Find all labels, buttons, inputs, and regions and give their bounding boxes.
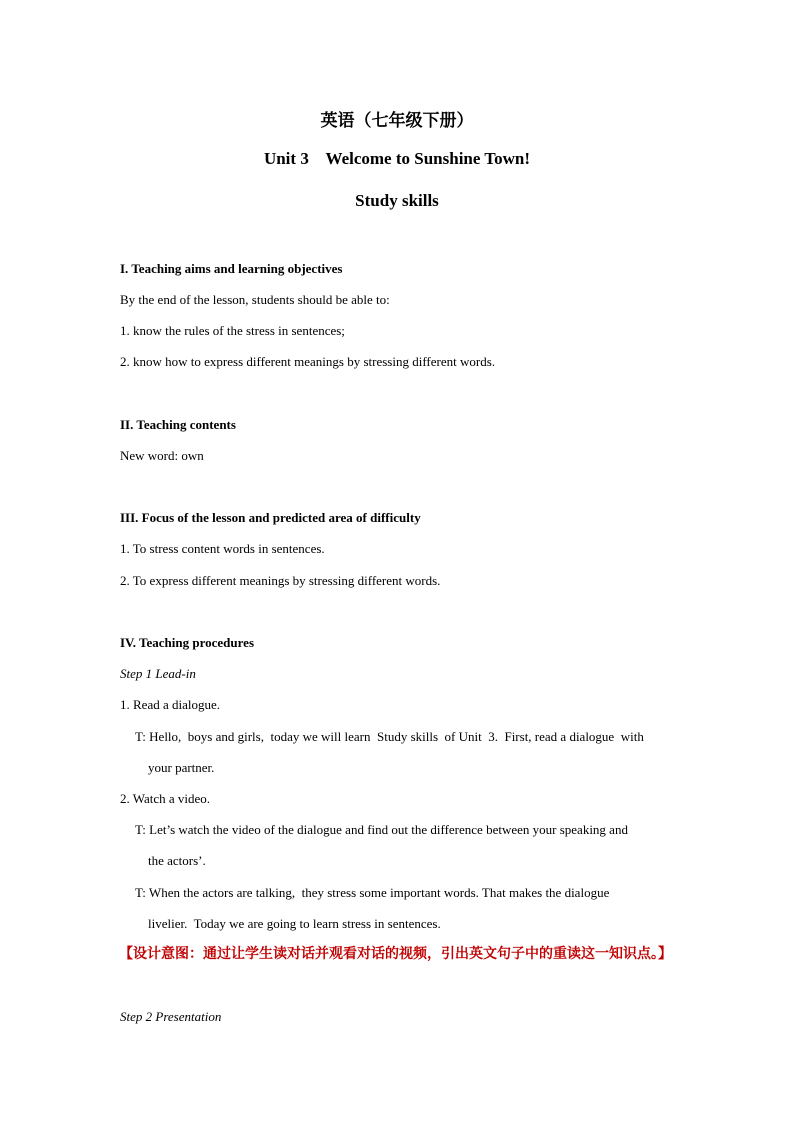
contents-text: New word: own (120, 448, 204, 463)
heading-contents: II. Teaching contents (120, 417, 236, 432)
teacher-line-3a: T: When the actors are talking, they stress some important words. That makes the dialogue (135, 885, 610, 900)
procedure-item-1: 1. Read a dialogue. (120, 697, 220, 712)
teacher-line-2b: the actors’. (148, 853, 206, 868)
step-2-title: Step 2 Presentation (120, 1009, 222, 1024)
subject-title: 英语（七年级下册） (320, 111, 474, 130)
step-1-title: Step 1 Lead-in (120, 666, 196, 681)
focus-item-2: 2. To express different meanings by stressing different words. (120, 573, 441, 588)
aims-item-1: 1. know the rules of the stress in sentences; (120, 323, 345, 338)
teacher-line-1a: T: Hello, boys and girls, today we will learn Study skills of Unit 3. First, read a dialogue with (135, 729, 644, 744)
heading-procedures: IV. Teaching procedures (120, 635, 255, 650)
teacher-line-1b: your partner. (148, 760, 215, 775)
procedure-item-2: 2. Watch a video. (120, 791, 211, 806)
focus-item-1: 1. To stress content words in sentences. (120, 541, 325, 556)
unit-title: Unit 3 Welcome to Sunshine Town! (263, 149, 531, 168)
teacher-line-2a: T: Let’s watch the video of the dialogue and find out the difference between your speaking and (135, 822, 628, 837)
design-intent-note: 【设计意图：通过让学生读对话并观看对话的视频，引出英文句子中的重读这一知识点。】 (119, 946, 672, 962)
section-title: Study skills (355, 191, 439, 210)
aims-intro: By the end of the lesson, students should be able to: (120, 292, 390, 307)
teacher-line-3b: livelier. Today we are going to learn stress in sentences. (148, 916, 441, 931)
aims-item-2: 2. know how to express different meanings by stressing different words. (120, 354, 496, 369)
heading-aims: I. Teaching aims and learning objectives (120, 261, 343, 276)
heading-focus: III. Focus of the lesson and predicted area of difficulty (120, 510, 421, 525)
